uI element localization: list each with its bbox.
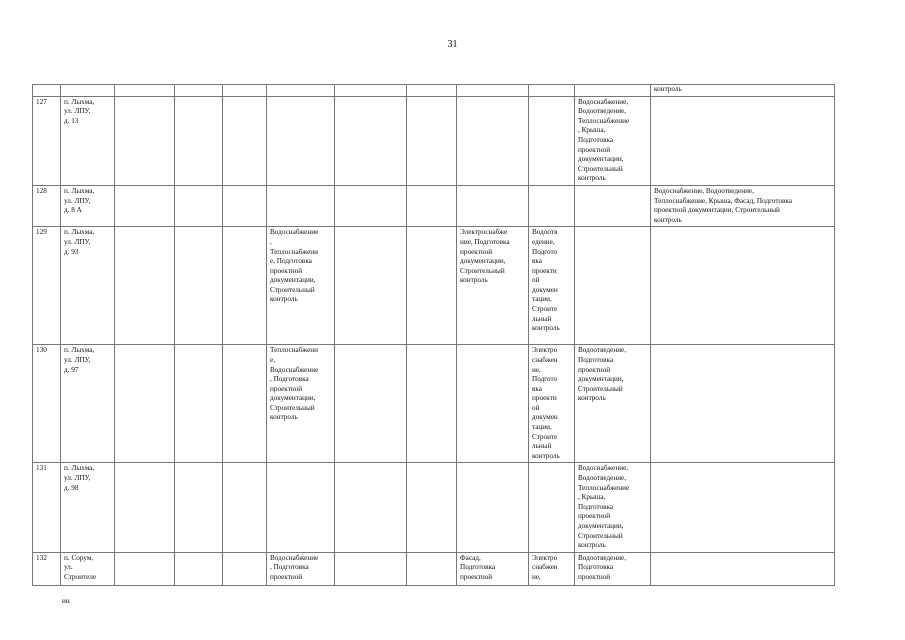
table-cell: [407, 463, 457, 552]
table-cell: Водоотведение, Подготовка проектной документации, Строительный контроль: [575, 345, 651, 463]
address-cell: п. Лыхма, ул. ЛПУ, д. 8 А: [61, 185, 115, 226]
row-number: 132: [33, 552, 61, 585]
table-cell: [115, 185, 175, 226]
table-row-continuation: [33, 85, 835, 97]
table-cell: [407, 185, 457, 226]
table-cell: Водоснабжение, Водоотведение, Теплоснабжение, Крыша, Фасад, Подготовка проектной документации, Строительный контроль: [651, 185, 835, 226]
table-cell: [651, 552, 835, 585]
table-cell: [407, 552, 457, 585]
table-cell: Электро снабжен ие,: [529, 552, 575, 585]
table-cell: Теплоснабжени е, Водоснабжение , Подготовка проектной документации, Строительный контроль: [267, 345, 335, 463]
table-cell: [223, 345, 267, 463]
table-cell: [335, 345, 407, 463]
table-cell: [267, 85, 335, 97]
table-cell: [457, 345, 529, 463]
table-cell: [651, 96, 835, 185]
table-cell: [175, 96, 223, 185]
table-cell: [457, 96, 529, 185]
table-cell: [175, 345, 223, 463]
table-cell: [651, 227, 835, 345]
table-cell: [529, 96, 575, 185]
table-cell: [175, 85, 223, 97]
table-cell: [175, 552, 223, 585]
address-cell: п. Лыхма, ул. ЛПУ, д. 13: [61, 96, 115, 185]
table-cell: [33, 85, 61, 97]
table-cell: Водоотведение, Подготовка проектной: [575, 552, 651, 585]
table-cell: Электро снабжен ие, Подгото вка проекти ой докумен тации, Строите льный контроль: [529, 345, 575, 463]
repair-schedule-table: [32, 84, 835, 586]
table-cell: [115, 227, 175, 345]
row-number: 129: [33, 227, 61, 345]
table-cell: [223, 185, 267, 226]
table-cell: контроль: [651, 85, 835, 97]
row-number: 127: [33, 96, 61, 185]
table-cell: [175, 227, 223, 345]
table-cell: [651, 345, 835, 463]
table-cell: [457, 185, 529, 226]
table-cell: Водоотв едение, Подгото вка проекти ой докумен тации, Строите льный контроль: [529, 227, 575, 345]
continued-text: ии: [62, 597, 70, 605]
table-cell: [575, 185, 651, 226]
table-cell: [457, 85, 529, 97]
address-cell: п. Лыхма, ул. ЛПУ, д. 97: [61, 345, 115, 463]
table-cell: [115, 552, 175, 585]
table-cell: [115, 345, 175, 463]
table-cell: [407, 227, 457, 345]
table-cell: [407, 345, 457, 463]
table-cell: [335, 227, 407, 345]
table-cell: [175, 463, 223, 552]
table-cell: [335, 85, 407, 97]
table-cell: [335, 96, 407, 185]
table-cell: [223, 227, 267, 345]
table-cell: [407, 85, 457, 97]
table-cell: [335, 463, 407, 552]
address-cell: п. Сорум, ул. Строителе: [61, 552, 115, 585]
row-number: 130: [33, 345, 61, 463]
table-cell: [457, 463, 529, 552]
row-number: 131: [33, 463, 61, 552]
table-cell: [335, 185, 407, 226]
table-cell: Водоснабжение, Водоотведение, Теплоснабжение , Крыша, Подготовка проектной документации, Строительный контроль: [575, 463, 651, 552]
table-cell: [651, 463, 835, 552]
table-cell: [267, 96, 335, 185]
table-cell: Водоснабжение , Подготовка проектной: [267, 552, 335, 585]
table-cell: [575, 227, 651, 345]
table-row: [33, 96, 835, 185]
table-cell: [267, 185, 335, 226]
table-cell: [223, 463, 267, 552]
table-cell: Фасад, Подготовка проектной: [457, 552, 529, 585]
table-cell: [115, 96, 175, 185]
table-cell: [529, 85, 575, 97]
address-cell: п. Лыхма, ул. ЛПУ, д. 93: [61, 227, 115, 345]
table-cell: [115, 463, 175, 552]
table-cell: Водоснабжение , Теплоснабжени е, Подготовка проектной документации, Строительный контроль: [267, 227, 335, 345]
table-row: [33, 185, 835, 226]
table-row: [33, 345, 835, 463]
table-row: [33, 227, 835, 345]
row-number: 128: [33, 185, 61, 226]
page-number: 31: [447, 39, 458, 50]
table-cell: [335, 552, 407, 585]
table-cell: [529, 185, 575, 226]
table-cell: [223, 552, 267, 585]
table-cell: [175, 185, 223, 226]
table-cell: Электроснабже ние, Подготовка проектной документации, Строительный контроль: [457, 227, 529, 345]
table-row: [33, 552, 835, 585]
table-cell: [267, 463, 335, 552]
table-cell: [223, 85, 267, 97]
table-cell: Водоснабжение, Водоотведение, Теплоснабжение , Крыша, Подготовка проектной документации, Строительный контроль: [575, 96, 651, 185]
table-cell: [115, 85, 175, 97]
table-cell: [529, 463, 575, 552]
address-cell: п. Лыхма, ул. ЛПУ, д. 98: [61, 463, 115, 552]
table-cell: [61, 85, 115, 97]
table-cell: [575, 85, 651, 97]
table-cell: [407, 96, 457, 185]
table-cell: [223, 96, 267, 185]
table-row: [33, 463, 835, 552]
